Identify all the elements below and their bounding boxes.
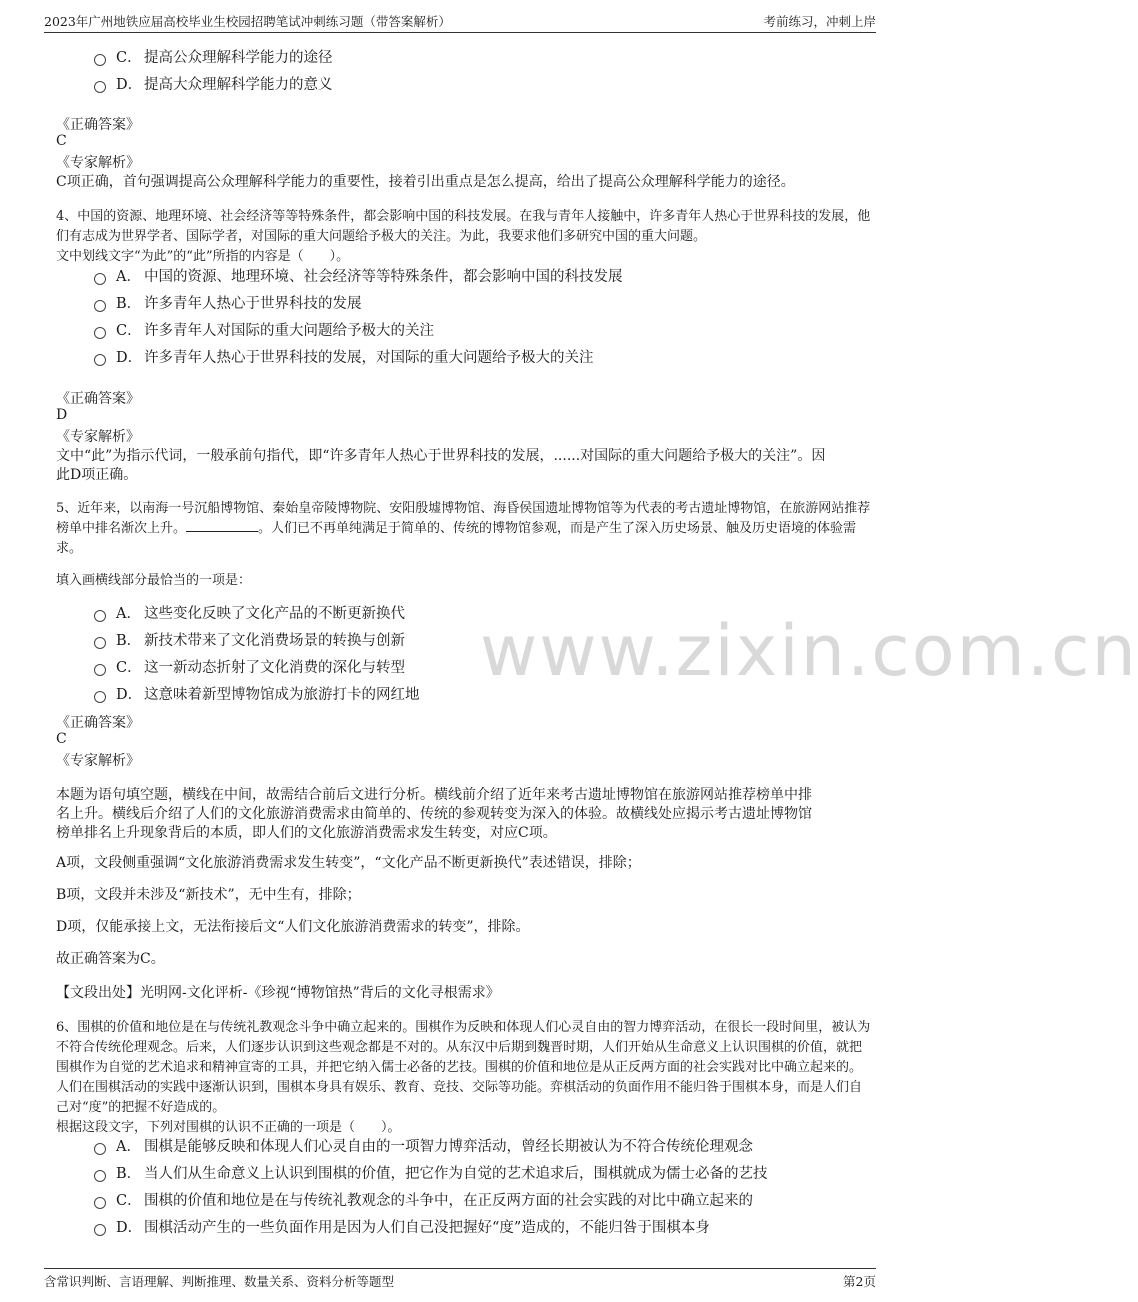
q6-option-a[interactable]: A． 围棋是能够反映和体现人们心灵自由的一项智力博弈活动，曾经长期被认为不符合传统伦理观念 (94, 1135, 753, 1156)
radio-icon[interactable] (94, 300, 106, 312)
page-footer (44, 1268, 876, 1294)
q6-option-d[interactable]: D． 围棋活动产生的一些负面作用是因为人们自己没把握好“度”造成的，不能归咎于围棋本身 (94, 1216, 710, 1237)
q6-option-c[interactable]: C． 围棋的价值和地位是在与传统礼教观念的斗争中，在正反两方面的社会实践的对比中确立起来的 (94, 1189, 753, 1210)
q5-analysis-label: 《专家解析》 (56, 753, 140, 769)
fill-blank (186, 519, 258, 532)
q4-option-b[interactable]: B． 许多青年人热心于世界科技的发展 (94, 292, 362, 313)
radio-icon[interactable] (94, 1143, 106, 1155)
q5-option-b[interactable]: B． 新技术带来了文化消费场景的转换与创新 (94, 629, 405, 650)
q4-stem-line: 文中划线文字“为此”的“此”所指的内容是（ ）。 (56, 249, 350, 264)
q5-prompt: 填入画横线部分最恰当的一项是： (56, 573, 252, 588)
q5-analysis-line: 本题为语句填空题，横线在中间，故需结合前后文进行分析。横线前介绍了近年来考古遗址博物馆在旅游网站推荐榜单中排 (56, 787, 812, 803)
q5-stem-line: 求。 (56, 541, 83, 556)
q3-answer: C (56, 133, 67, 149)
q5-stem-line-with-blank: 榜单中排名渐次上升。 。人们已不再单纯满足于简单的、传统的博物馆参观，而是产生了深入历史场景、触及历史语境的体验需 (56, 521, 857, 536)
header-title: 2023年广州地铁应届高校毕业生校园招聘笔试冲刺练习题（带答案解析） (44, 14, 451, 29)
radio-icon[interactable] (94, 1170, 106, 1182)
q3-analysis: C项正确，首句强调提高公众理解科学能力的重要性，接着引出重点是怎么提高，给出了提高公众理解科学能力的途径。 (56, 174, 795, 190)
header-slogan: 考前练习，冲刺上岸 (763, 14, 876, 29)
radio-icon[interactable] (94, 610, 106, 622)
q5-option-d[interactable]: D． 这意味着新型博物馆成为旅游打卡的网红地 (94, 683, 420, 704)
q6-stem-line: 己对“度”的把握不好造成的。 (56, 1100, 226, 1115)
q5-option-d-analysis: D项，仅能承接上文，无法衔接后文“人们文化旅游消费需求的转变”，排除。 (56, 919, 530, 935)
q4-analysis-label: 《专家解析》 (56, 429, 140, 445)
q6-stem-line: 不符合传统伦理观念。后来，人们逐步认识到这些观念都是不对的。从东汉中后期到魏晋时期，人们开始从生命意义上认识围棋的价值，就把 (56, 1040, 863, 1055)
page-header (44, 12, 876, 33)
footer-note: 含常识判断、言语理解、判断推理、数量关系、资料分析等题型 (44, 1274, 395, 1289)
q4-answer: D (56, 407, 68, 423)
q4-option-d[interactable]: D． 许多青年人热心于世界科技的发展，对国际的重大问题给予极大的关注 (94, 346, 594, 367)
q6-stem-line: 6、围棋的价值和地位是在与传统礼教观念斗争中确立起来的。围棋作为反映和体现人们心灵自由的智力博弈活动，在很长一段时间里，被认为 (56, 1020, 871, 1035)
q5-analysis-line: 名上升。横线后介绍了人们的文化旅游消费需求由简单的、传统的参观转变为深入的体验。故横线处应揭示考古遗址博物馆 (56, 806, 812, 822)
q5-source: 【文段出处】光明网-文化评析-《珍视“博物馆热”背后的文化寻根需求》 (56, 985, 500, 1001)
q4-analysis-line: 此D项正确。 (56, 467, 138, 483)
radio-icon[interactable] (94, 54, 106, 66)
q3-analysis-label: 《专家解析》 (56, 155, 140, 171)
q4-analysis-line: 文中“此”为指示代词，一般承前句指代，即“许多青年人热心于世界科技的发展，......对国际的重大问题给予极大的关注”。因 (56, 448, 826, 464)
q5-stem-line: 5、近年来，以南海一号沉船博物馆、秦始皇帝陵博物院、安阳殷墟博物馆、海昏侯国遗址博物馆等为代表的考古遗址博物馆，在旅游网站推荐 (56, 501, 871, 516)
q5-option-b-analysis: B项，文段并未涉及“新技术”，无中生有，排除； (56, 887, 361, 903)
q4-option-c[interactable]: C． 许多青年人对国际的重大问题给予极大的关注 (94, 319, 434, 340)
page-number: 第2页 (843, 1274, 876, 1289)
q6-stem-line: 人们在围棋活动的实践中逐渐认识到，围棋本身具有娱乐、教育、竞技、交际等功能。弈棋活动的负面作用不能归咎于围棋本身，而是人们自 (56, 1080, 863, 1095)
q5-conclusion: 故正确答案为C。 (56, 951, 165, 967)
q6-stem-line: 围棋作为自觉的艺术追求和精神宣寄的工具，并把它纳入儒士必备的艺技。围棋的价值和地位是从正反两方面的社会实践对比中确立起来的。 (56, 1060, 863, 1075)
radio-icon[interactable] (94, 81, 106, 93)
q4-answer-label: 《正确答案》 (56, 391, 140, 407)
q5-answer-label: 《正确答案》 (56, 715, 140, 731)
radio-icon[interactable] (94, 1197, 106, 1209)
q6-option-b[interactable]: B． 当人们从生命意义上认识到围棋的价值，把它作为自觉的艺术追求后，围棋就成为儒士必备的艺技 (94, 1162, 768, 1183)
watermark: www.zixin.com.cn (480, 610, 1138, 692)
q6-stem-line: 根据这段文字，下列对围棋的认识不正确的一项是（ ）。 (56, 1120, 401, 1135)
q4-stem-line: 4、中国的资源、地理环境、社会经济等等特殊条件，都会影响中国的科技发展。在我与青年人接触中，许多青年人热心于世界科技的发展，他 (56, 209, 871, 224)
q4-stem-line: 们有志成为世界学者、国际学者，对国际的重大问题给予极大的关注。为此，我要求他们多研究中国的重大问题。 (56, 229, 707, 244)
radio-icon[interactable] (94, 354, 106, 366)
radio-icon[interactable] (94, 327, 106, 339)
q5-option-c[interactable]: C． 这一新动态折射了文化消费的深化与转型 (94, 656, 405, 677)
q3-option-d[interactable]: D． 提高大众理解科学能力的意义 (94, 73, 333, 94)
q3-answer-label: 《正确答案》 (56, 117, 140, 133)
radio-icon[interactable] (94, 691, 106, 703)
q5-analysis-line: 榜单排名上升现象背后的本质，即人们的文化旅游消费需求发生转变，对应C项。 (56, 825, 557, 841)
q4-option-a[interactable]: A． 中国的资源、地理环境、社会经济等等特殊条件，都会影响中国的科技发展 (94, 265, 623, 286)
radio-icon[interactable] (94, 637, 106, 649)
q5-option-a[interactable]: A． 这些变化反映了文化产品的不断更新换代 (94, 602, 405, 623)
radio-icon[interactable] (94, 1224, 106, 1236)
q5-answer: C (56, 731, 67, 747)
q3-option-c[interactable]: C． 提高公众理解科学能力的途径 (94, 46, 333, 67)
radio-icon[interactable] (94, 273, 106, 285)
q5-option-a-analysis: A项，文段侧重强调“文化旅游消费需求发生转变”，“文化产品不断更新换代”表述错误，排除； (56, 855, 641, 871)
radio-icon[interactable] (94, 664, 106, 676)
